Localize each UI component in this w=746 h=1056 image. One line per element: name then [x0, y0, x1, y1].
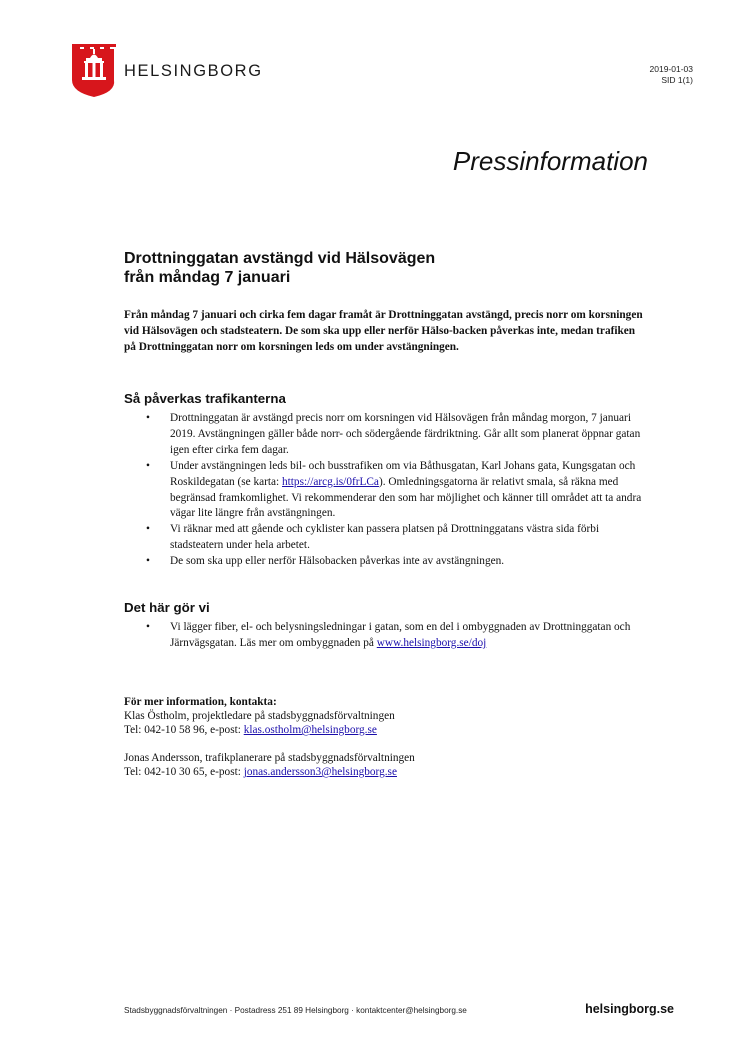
email-link-2[interactable]: jonas.andersson3@helsingborg.se: [243, 766, 397, 778]
contact-tel-2: Tel: 042-10 30 65, e-post:: [124, 766, 244, 778]
contact-block: [124, 695, 644, 779]
list-item-text: ). Omledningsgatorna är relativt smala, så räkna med begränsad framkomlighet. Vi rekommenderar den som har möjlighet och känner till området att ta andra vägar lite längre från avstängningen.: [170, 475, 642, 520]
contact-phone-1: [124, 723, 644, 737]
footer-site[interactable]: helsingborg.se: [585, 1002, 674, 1016]
contact-person-2: Jonas Andersson, trafikplanerare på stadsbyggnadsförvaltningen: [124, 752, 415, 764]
list-item: [124, 522, 654, 554]
contact-phone-2: [124, 765, 644, 779]
bullet-icon: •: [146, 412, 150, 424]
list-item-text: De som ska upp eller nerför Hälsobacken påverkas inte av avstängningen.: [170, 555, 505, 568]
list-item-text: Vi lägger fiber, el- och belysningsledningar i gatan, som en del i ombyggnaden av Drottninggatan och Järnvägsgatan. Läs mer om ombyggnaden på: [170, 621, 631, 649]
contact-tel-1: Tel: 042-10 58 96, e-post:: [124, 724, 244, 736]
work-list: [124, 620, 654, 652]
traffic-list: [124, 411, 654, 570]
title-line-2: från måndag 7 januari: [124, 269, 291, 286]
footer-address: Stadsbyggnadsförvaltningen · Postadress 251 89 Helsingborg · kontaktcenter@helsingborg.se: [124, 1006, 467, 1015]
section-heading-traffic: Så påverkas trafikanterna: [124, 391, 286, 406]
bullet-icon: •: [146, 459, 150, 472]
document-type-title: Pressinformation: [452, 146, 648, 176]
section-heading-work: Det här gör vi: [124, 600, 210, 615]
list-item-text: Drottninggatan är avstängd precis norr om korsningen vid Hälsovägen från måndag morgon, 7 januari 2019. Avstängningen gäller både norr- och södergående färdriktning. Går allt som planerat öppnar gatan igen efter cirka fem dagar.: [170, 412, 641, 456]
email-link-1[interactable]: klas.ostholm@helsingborg.se: [243, 724, 377, 736]
list-item: [124, 459, 654, 523]
page-number: SID 1(1): [661, 74, 693, 85]
map-link[interactable]: https://arcg.is/0frLCa: [282, 475, 379, 488]
brand-name: HELSINGBORG: [124, 62, 263, 80]
contact-person-1: Klas Östholm, projektledare på stadsbyggnadsförvaltningen: [124, 710, 395, 722]
bullet-icon: •: [146, 621, 150, 633]
list-item: [124, 620, 654, 652]
title-line-1: Drottninggatan avstängd vid Hälsovägen: [124, 250, 436, 267]
lead-paragraph: Från måndag 7 januari och cirka fem dagar framåt är Drottninggatan avstängd, precis norr om korsningen vid Hälsovägen och stadsteatern. De som ska upp eller nerför Hälso-backen påverkas inte, medan trafiken på Drottninggatan norr om korsningen leds om under avstängningen.: [124, 309, 643, 353]
list-item-text: Vi räknar med att gående och cyklister kan passera platsen på Drottninggatans västra sida förbi stadsteatern under hela arbetet.: [170, 523, 600, 552]
list-item: [124, 554, 654, 570]
document-meta: [650, 64, 693, 85]
contact-heading: För mer information, kontakta:: [124, 696, 277, 708]
spacer: [124, 737, 644, 751]
list-item-text: Under avstängningen leds bil- och busstrafiken om via Båthusgatan, Karl Johans gata, Kungsgatan och Roskildegatan (se karta:: [170, 459, 636, 488]
list-item: [124, 411, 654, 459]
bullet-icon: •: [146, 555, 150, 568]
helsingborg-crest-icon: [72, 42, 116, 98]
bullet-icon: •: [146, 523, 150, 536]
page-title: [124, 249, 624, 287]
project-link[interactable]: www.helsingborg.se/doj: [376, 636, 487, 649]
document-date: 2019-01-03: [649, 64, 693, 74]
